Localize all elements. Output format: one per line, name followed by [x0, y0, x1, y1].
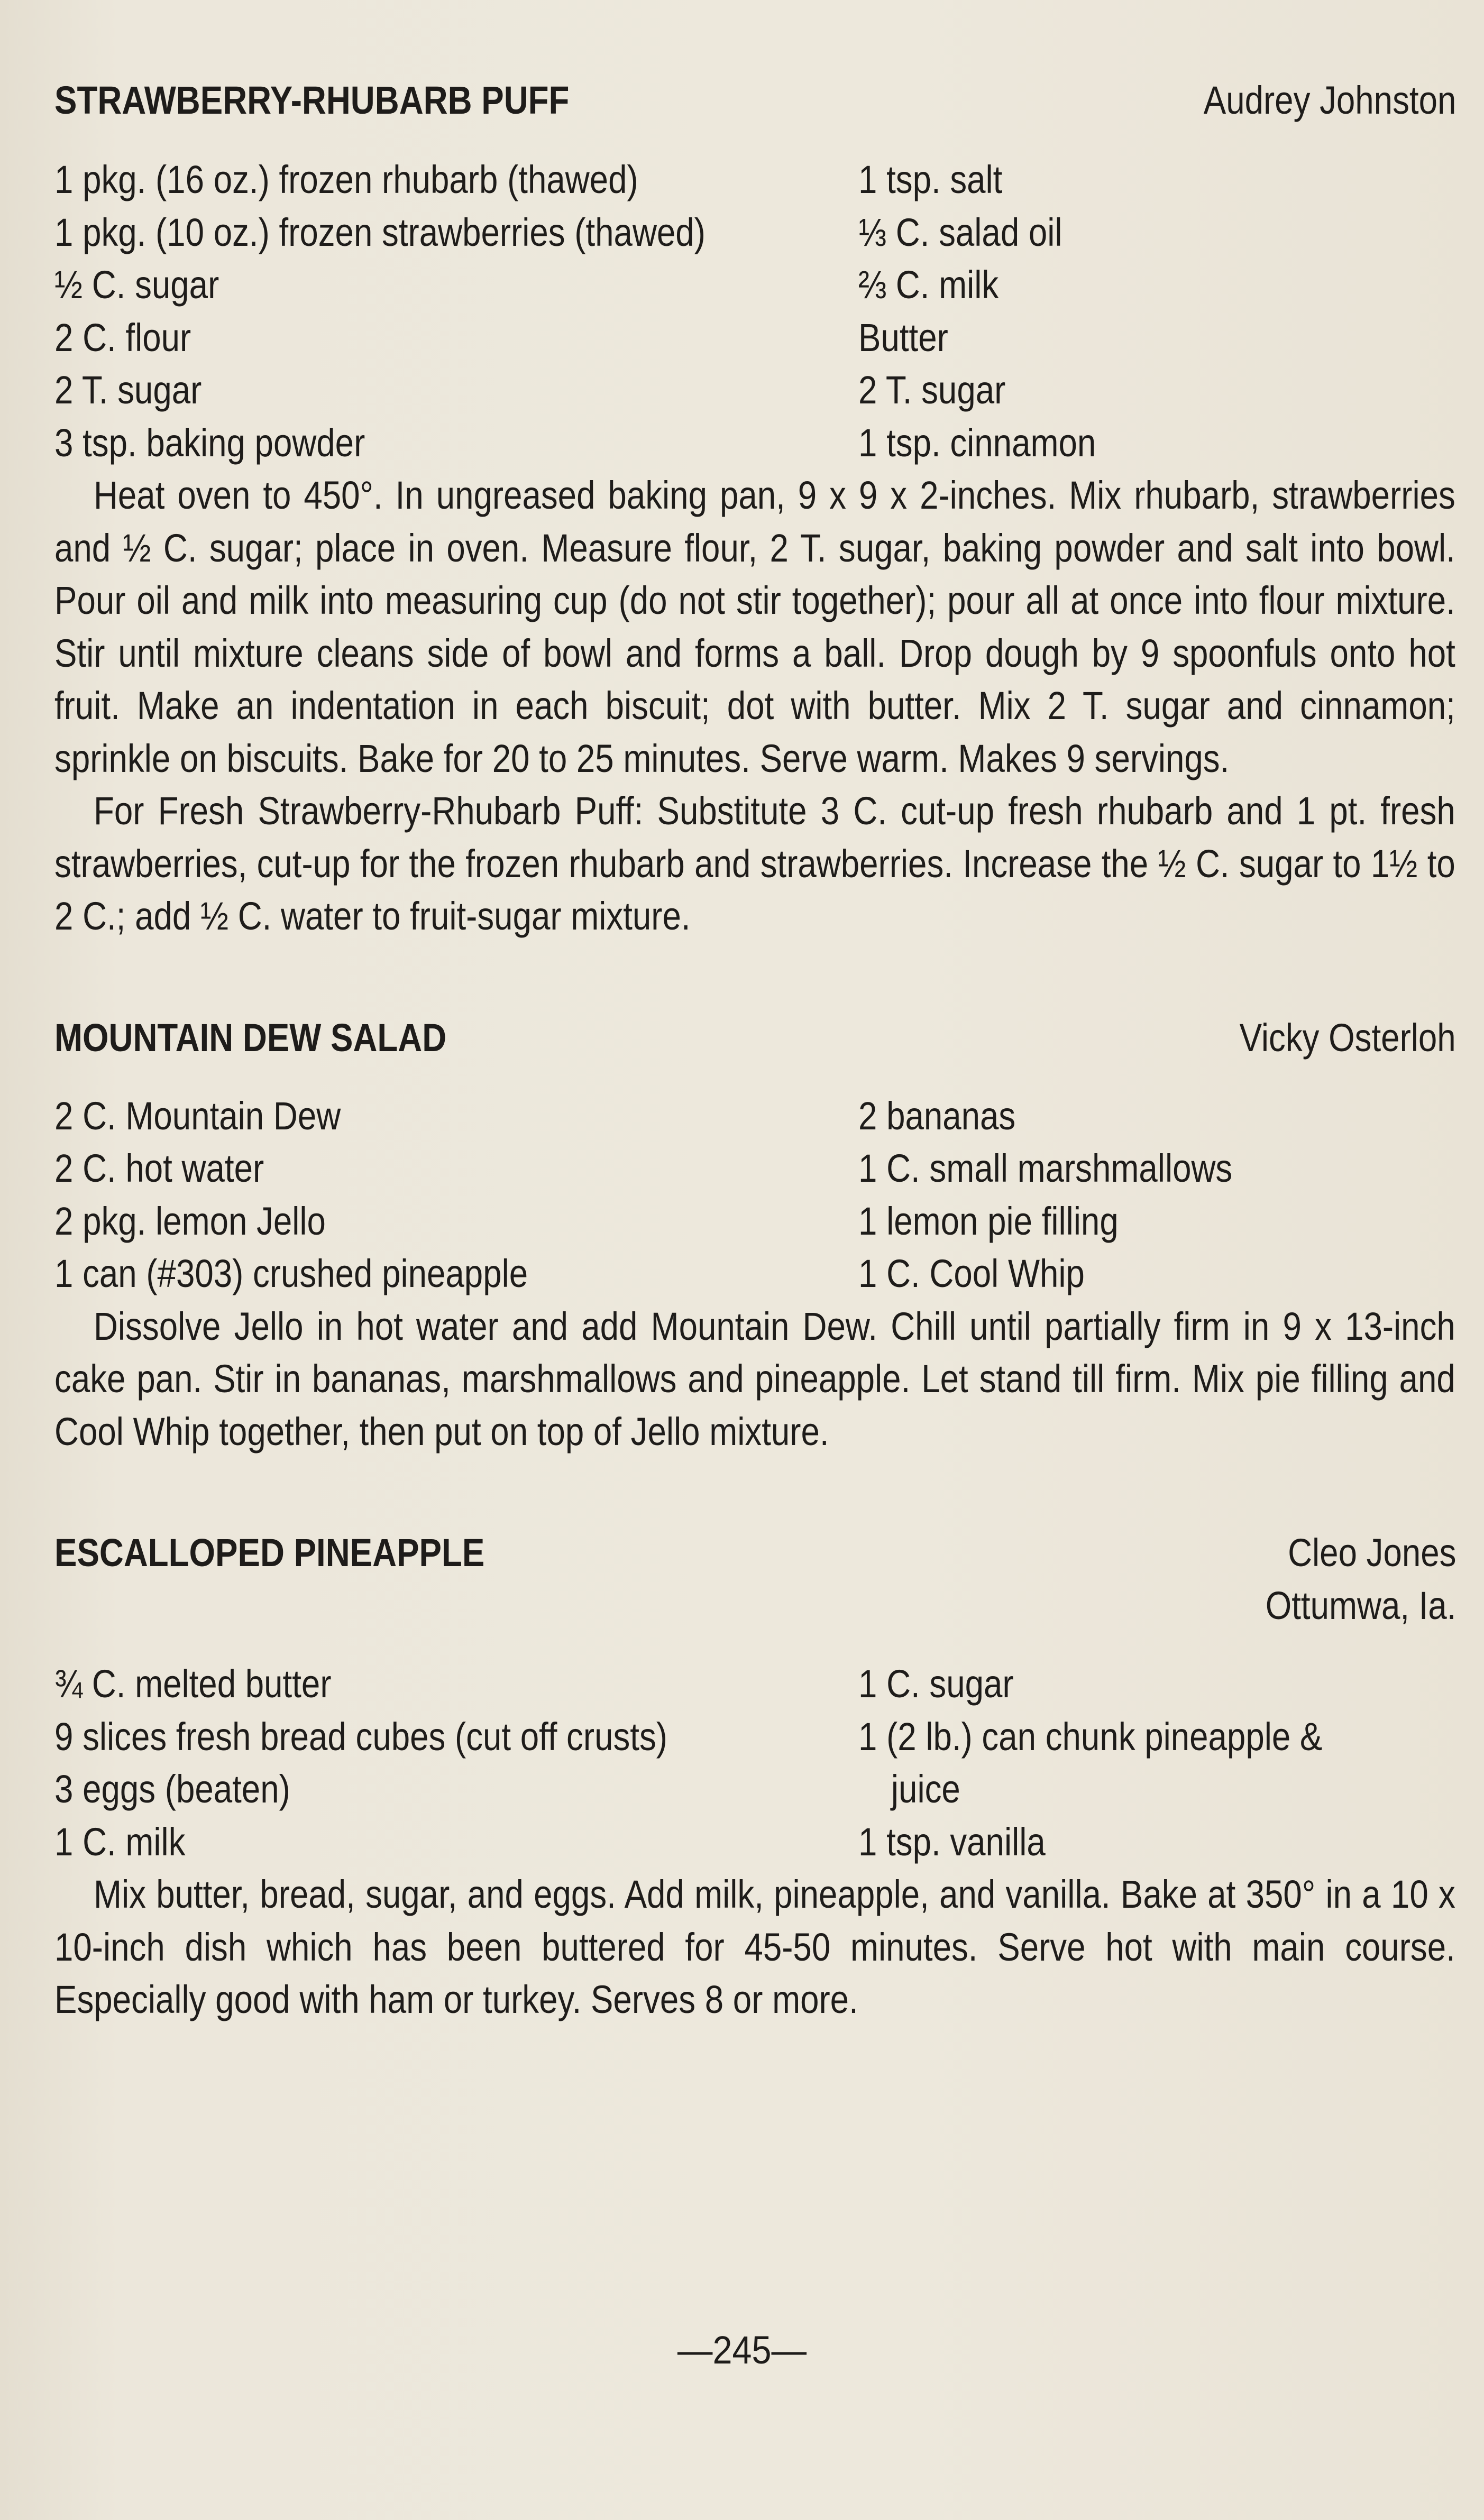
ingredient-item: 1 tsp. cinnamon — [858, 420, 1096, 465]
ingredient-item: 1 pkg. (10 oz.) frozen strawberries (thawed) — [54, 210, 706, 254]
ingredients-left-column — [54, 1658, 858, 1868]
ingredient-item: 9 slices fresh bread cubes (cut off crusts) — [54, 1714, 667, 1759]
ingredients-right-column — [858, 153, 1456, 469]
ingredient-item-continued: juice — [891, 1767, 960, 1811]
ingredients-list — [54, 153, 1456, 469]
author-location: Ottumwa, Ia. — [1265, 1584, 1456, 1627]
page-number: —245— — [677, 2328, 807, 2372]
recipe-variation: For Fresh Strawberry-Rhubarb Puff: Substitute 3 C. cut-up fresh rhubarb and 1 pt. fresh strawberries, cut-up for the frozen rhubarb and strawberries. Increase the ½ C. sugar to 1½ to 2 C.; add ½ C. water to fruit-sugar mixture. — [54, 789, 1455, 938]
recipe-author — [1203, 74, 1456, 127]
author-name: Cleo Jones — [1287, 1531, 1456, 1575]
ingredient-item: 1 can (#303) crushed pineapple — [54, 1252, 528, 1295]
ingredient-item: 3 tsp. baking powder — [54, 420, 365, 465]
recipe-title: STRAWBERRY-RHUBARB PUFF — [54, 78, 570, 122]
ingredient-item: 2 bananas — [858, 1093, 1016, 1138]
recipe-author — [1265, 1526, 1456, 1632]
ingredients-left-column — [54, 1090, 858, 1300]
ingredients-right-column — [858, 1090, 1456, 1300]
author-name: Vicky Osterloh — [1239, 1015, 1456, 1060]
ingredient-item: 1 tsp. vanilla — [858, 1819, 1046, 1864]
recipe-escalloped-pineapple — [54, 1526, 1456, 2026]
ingredients-list — [54, 1658, 1456, 1868]
recipe-header — [54, 1011, 1456, 1064]
ingredient-item: ¾ C. melted butter — [54, 1662, 332, 1706]
ingredient-item: 1 pkg. (16 oz.) frozen rhubarb (thawed) — [54, 158, 638, 201]
recipe-strawberry-rhubarb-puff — [54, 74, 1456, 943]
ingredient-item: ⅔ C. milk — [858, 263, 999, 307]
recipe-directions: Mix butter, bread, sugar, and eggs. Add milk, pineapple, and vanilla. Bake at 350° in a 10 x 10-inch dish which has been buttered for 45-50 minutes. Serve hot with main course. Especially good with ham or turkey. Serves 8 or more. — [54, 1872, 1455, 2021]
ingredients-list — [54, 1090, 1456, 1300]
recipe-title: MOUNTAIN DEW SALAD — [54, 1015, 447, 1060]
ingredient-item: 2 C. Mountain Dew — [54, 1093, 341, 1138]
recipe-directions: Dissolve Jello in hot water and add Mountain Dew. Chill until partially firm in 9 x 13-inch cake pan. Stir in bananas, marshmallows and pineapple. Let stand till firm. Mix pie filling and Cool Whip together, then put on top of Jello mixture. — [54, 1304, 1455, 1454]
ingredient-item: 1 C. small marshmallows — [858, 1146, 1233, 1190]
recipe-directions: Heat oven to 450°. In ungreased baking pan, 9 x 9 x 2-inches. Mix rhubarb, strawberries and ½ C. sugar; place in oven. Measure flour, 2 T. sugar, baking powder and salt into bowl. Pour oil and milk into measuring cup (do not stir together); pour all at once into flour mixture. Stir until mixture cleans side of bowl and forms a ball. Drop dough by 9 spoonfuls onto hot fruit. Make an indentation in each biscuit; dot with butter. Mix 2 T. sugar and cinnamon; sprinkle on biscuits. Bake for 20 to 25 minutes. Serve warm. Makes 9 servings. — [54, 473, 1455, 780]
ingredients-left-column — [54, 153, 858, 469]
ingredient-item: Butter — [858, 315, 948, 360]
recipe-title: ESCALLOPED PINEAPPLE — [54, 1531, 485, 1575]
ingredient-item: 1 C. sugar — [858, 1662, 1014, 1706]
ingredient-item: 1 C. Cool Whip — [858, 1252, 1085, 1295]
ingredient-item: 2 pkg. lemon Jello — [54, 1199, 326, 1243]
ingredients-right-column — [858, 1658, 1456, 1868]
ingredient-item: ⅓ C. salad oil — [858, 210, 1062, 254]
ingredient-item: 1 lemon pie filling — [858, 1199, 1119, 1243]
recipe-mountain-dew-salad — [54, 1011, 1456, 1458]
ingredient-item: ½ C. sugar — [54, 263, 219, 307]
author-name: Audrey Johnston — [1203, 78, 1456, 122]
ingredient-item: 2 C. hot water — [54, 1146, 264, 1190]
page-content — [54, 74, 1456, 2026]
ingredient-item: 1 (2 lb.) can chunk pineapple & — [858, 1714, 1323, 1759]
ingredient-item: 2 C. flour — [54, 315, 191, 360]
ingredient-item: 2 T. sugar — [54, 368, 202, 412]
ingredient-item: 1 C. milk — [54, 1819, 186, 1864]
recipe-header — [54, 1526, 1456, 1632]
recipe-author — [1240, 1011, 1456, 1064]
ingredient-item: 2 T. sugar — [858, 368, 1006, 412]
recipe-header — [54, 74, 1456, 127]
ingredient-item: 3 eggs (beaten) — [54, 1767, 290, 1811]
ingredient-item: 1 tsp. salt — [858, 158, 1003, 201]
